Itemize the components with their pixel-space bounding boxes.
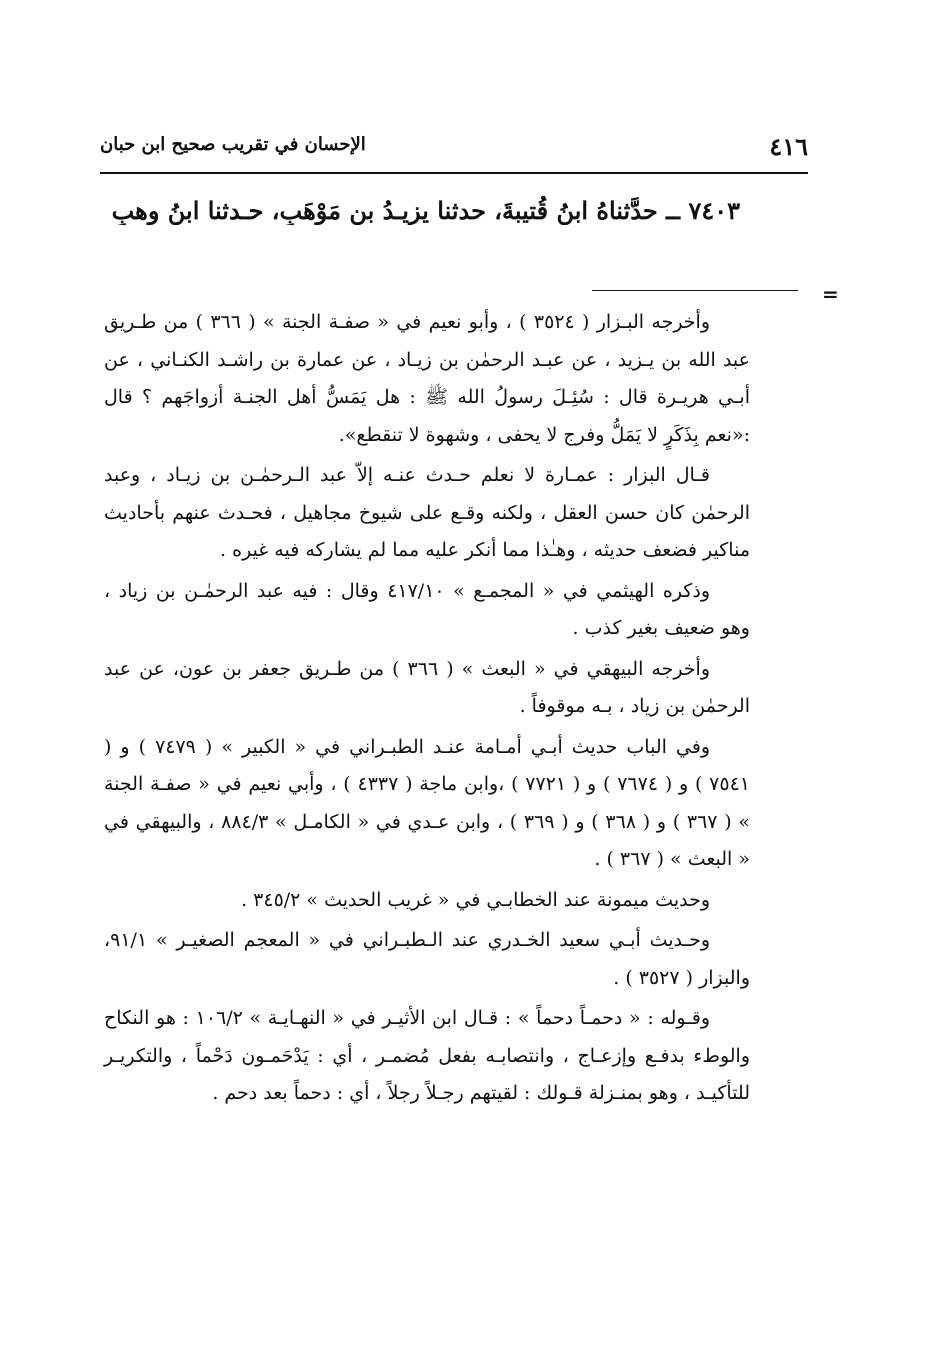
header-rule (100, 172, 808, 174)
footnote-paragraph: وحـديث أبـي سعيد الخـدري عند الـطبـراني في « المعجم الصغيـر » ٩١/١، والبزار ( ٣٥٢٧ ) . (104, 929, 750, 989)
running-title: الإحسان في تقريب صحيح ابن حبان (100, 134, 366, 155)
footnote-paragraph: وقـوله : « دحمـاً دحماً » : قـال ابن الأثيـر في « النهـايـة » ١٠٦/٢ : هو النكاح والوطء بدفـع وإزعـاج ، وانتصابـه بفعل مُضمـر ، أي : يَدْحَمـون دَحْماً ، والتكريـر للتأكيـد ، وهو بمنـزلة قـولك : لقيتهم رجـلاً رجلاً ، أي : دحماً بعد دحم . (104, 1007, 750, 1104)
page-header (100, 128, 808, 168)
footnote-continuation-mark: = (822, 282, 839, 306)
footnote-paragraph: قـال البزار : عمـارة لا نعلم حـدث عنـه إلاّ عبد الـرحمٰـن بن زيـاد ، وعبد الرحمٰن كان حسن العقل ، ولكنه وقـع على شيوخ مجاهيل ، فحـدث عنهم بأحاديث مناكير فضعف حديثه ، وهـٰذا مما أنكر عليه مما لم يشاركه فيه غيره . (104, 464, 750, 561)
footnote-paragraph: وفي الباب حديث أبـي أمـامة عنـد الطبـراني في « الكبير » ( ٧٤٧٩ ) و ( ٧٥٤١ ) و ( ٧٦٧٤ ) و ( ٧٧٢١ ) ،وابن ماجة ( ٤٣٣٧ ) ، وأبي نعيم في « صفـة الجنة » ( ٣٦٧ ) و ( ٣٦٨ ) و ( ٣٦٩ ) ، وابن عـدي في « الكامـل » ٨٨٤/٣ ، والبيهقي في « البعث » ( ٣٦٧ ) . (104, 735, 750, 870)
footnote-paragraph: وأخرجه البـزار ( ٣٥٢٤ ) ، وأبو نعيم في « صفـة الجنة » ( ٣٦٦ ) من طـريق عبد الله بن يـزيد ، عن عبـد الرحمٰن بن زيـاد ، عن عمارة بن راشـد الكنـاني ، عن أبـي هريـرة قال : سُئِـلَ رسولُ الله ﷺ : هل يَمَسُّ أهل الجنـة أزواجَهم ؟ قال :«نعم بِذَكَرٍ لا يَمَلُّ وفرج لا يحفى ، وشهوة لا تنقطع». (104, 311, 750, 446)
hadith-text: ٧٤٠٣ ــ حدَّثناهُ ابنُ قُتيبةَ، حدثنا يزيـدُ بن مَوْهَبٍ، حـدثنا ابنُ وهبٍ (111, 196, 740, 225)
footnote-paragraph: وذكره الهيثمي في « المجمـع » ٤١٧/١٠ وقال : فيه عبد الرحمٰـن بن زياد ، وهو ضعيف بغير كذب . (104, 579, 750, 639)
footnote-paragraph: وحديث ميمونة عند الخطابـي في « غريب الحديث » ٣٤٥/٢ . (241, 888, 710, 911)
footnote-separator (592, 290, 798, 291)
page-number: ٤١٦ (769, 132, 808, 161)
footnote-paragraph: وأخرجه البيهقي في « البعث » ( ٣٦٦ ) من طـريق جعفر بن عون، عن عبد الرحمٰن بن زياد ، بـه موقوفاً . (104, 657, 750, 717)
footnotes (104, 304, 750, 1116)
